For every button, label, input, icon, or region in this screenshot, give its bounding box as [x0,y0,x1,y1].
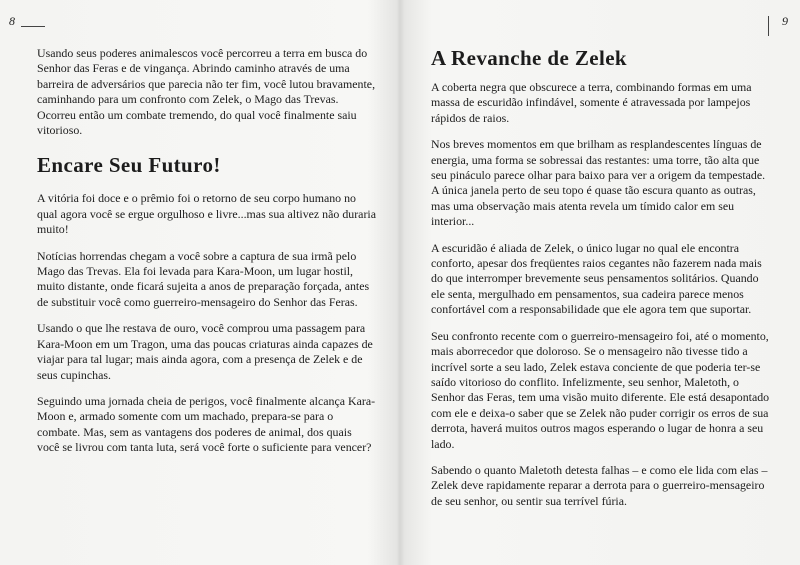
left-paragraph-2: A vitória foi doce e o prêmio foi o retorno de seu corpo humano no qual agora você se ergue orgulhoso e livre...mas sua altivez não duraria muito! [37,191,376,237]
right-paragraph-4: Seu confronto recente com o guerreiro-mensageiro foi, até o momento, mais aborrecedor que doloroso. Se o mensageiro não tivesse tido a incrível sorte a seu lado, Zelek estava conciente de que poderia ter-se saído vitorioso do conflito. Infelizmente, seu senhor, Maletoth, o Senhor das Feras, tem uma visão muito diferente. Ele está desapontado com ele e deixa-o saber que se Zelek não puder corrigir os erros de sua derrota, haverá muitos outros magos esperando o lugar de honra a seu lado. [431,328,770,451]
left-heading: Encare Seu Futuro! [37,153,221,178]
left-paragraph-4: Usando o que lhe restava de ouro, você comprou uma passagem para Kara-Moon em um Tragon, uma das poucas criaturas ainda capazes de viajar para tal lugar; mais ainda agora, com a presença de Zelek e de seus cupinchas. [37,321,373,382]
right-paragraph-5: Sabendo o quanto Maletoth detesta falhas – e como ele lida com elas – Zelek deve rapidamente reparar a derrota para o guerreiro-mensageiro de seu senhor, ou sentir sua terrível fúria. [431,462,768,508]
page-number-right: 9 [782,14,788,28]
right-heading: A Revanche de Zelek [431,46,628,70]
right-paragraph-1: A coberta negra que obscurece a terra, combinando formas em uma massa de escuridão infindável, somente é atravessada por lampejos rápidos de raios. [431,80,752,125]
right-paragraph-3: A escuridão é aliada de Zelek, o único lugar no qual ele encontra conforto, apesar dos freqüentes raios cegantes não fazerem nada mais do que interromper brevemente seus pensamentos solitários. Quando ele senta, mergulhado em pensamentos, sua cadeira parece menos confortável com a responsabilidade que ele agora tem que suportar. [431,240,762,317]
right-page [400,0,800,565]
right-text-column [431,46,771,520]
page-number-left: 8 [9,14,15,28]
left-paragraph-5: Seguindo uma jornada cheia de perigos, você finalmente alcança Kara-Moon e, armado somente com um machado, prepara-se para o combate. Mas, sem as vantagens dos poderes de animal, dos quais você se livrou com tanta luta, será você forte o suficiente para vencer? [37,393,376,455]
left-text-column [37,46,377,467]
left-paragraph-1: Usando seus poderes animalescos você percorreu a terra em busca do Senhor das Feras e de vingança. Abrindo caminho através de uma barreira de adversários que parecia não ter fim, você lutou bravamente, caminhando para um confronto com Zelek, o Mago das Trevas. Ocorreu então um combate tremendo, do qual você finalmente saiu vitorioso. [37,46,376,138]
right-paragraph-2: Nos breves momentos em que brilham as resplandescentes línguas de energia, uma forma se sobressai das restantes: uma torre, tão alta que seu pináculo parece olhar para baixo para ver a origem da tempestade. A única janela perto de seu topo é quase tão escura quanto as outras, mas uma observação mais atenta revela um tímido calor em seu interior... [431,137,766,229]
left-paragraph-3: Notícias horrendas chegam a você sobre a captura de sua irmã pelo Mago das Trevas. Ela foi levada para Kara-Moon, um lugar hostil, muito distante, onde ficará sujeita a anos de preparação forçada, antes de substituir você como guerreiro-mensageiro do Senhor das Feras. [37,248,370,309]
